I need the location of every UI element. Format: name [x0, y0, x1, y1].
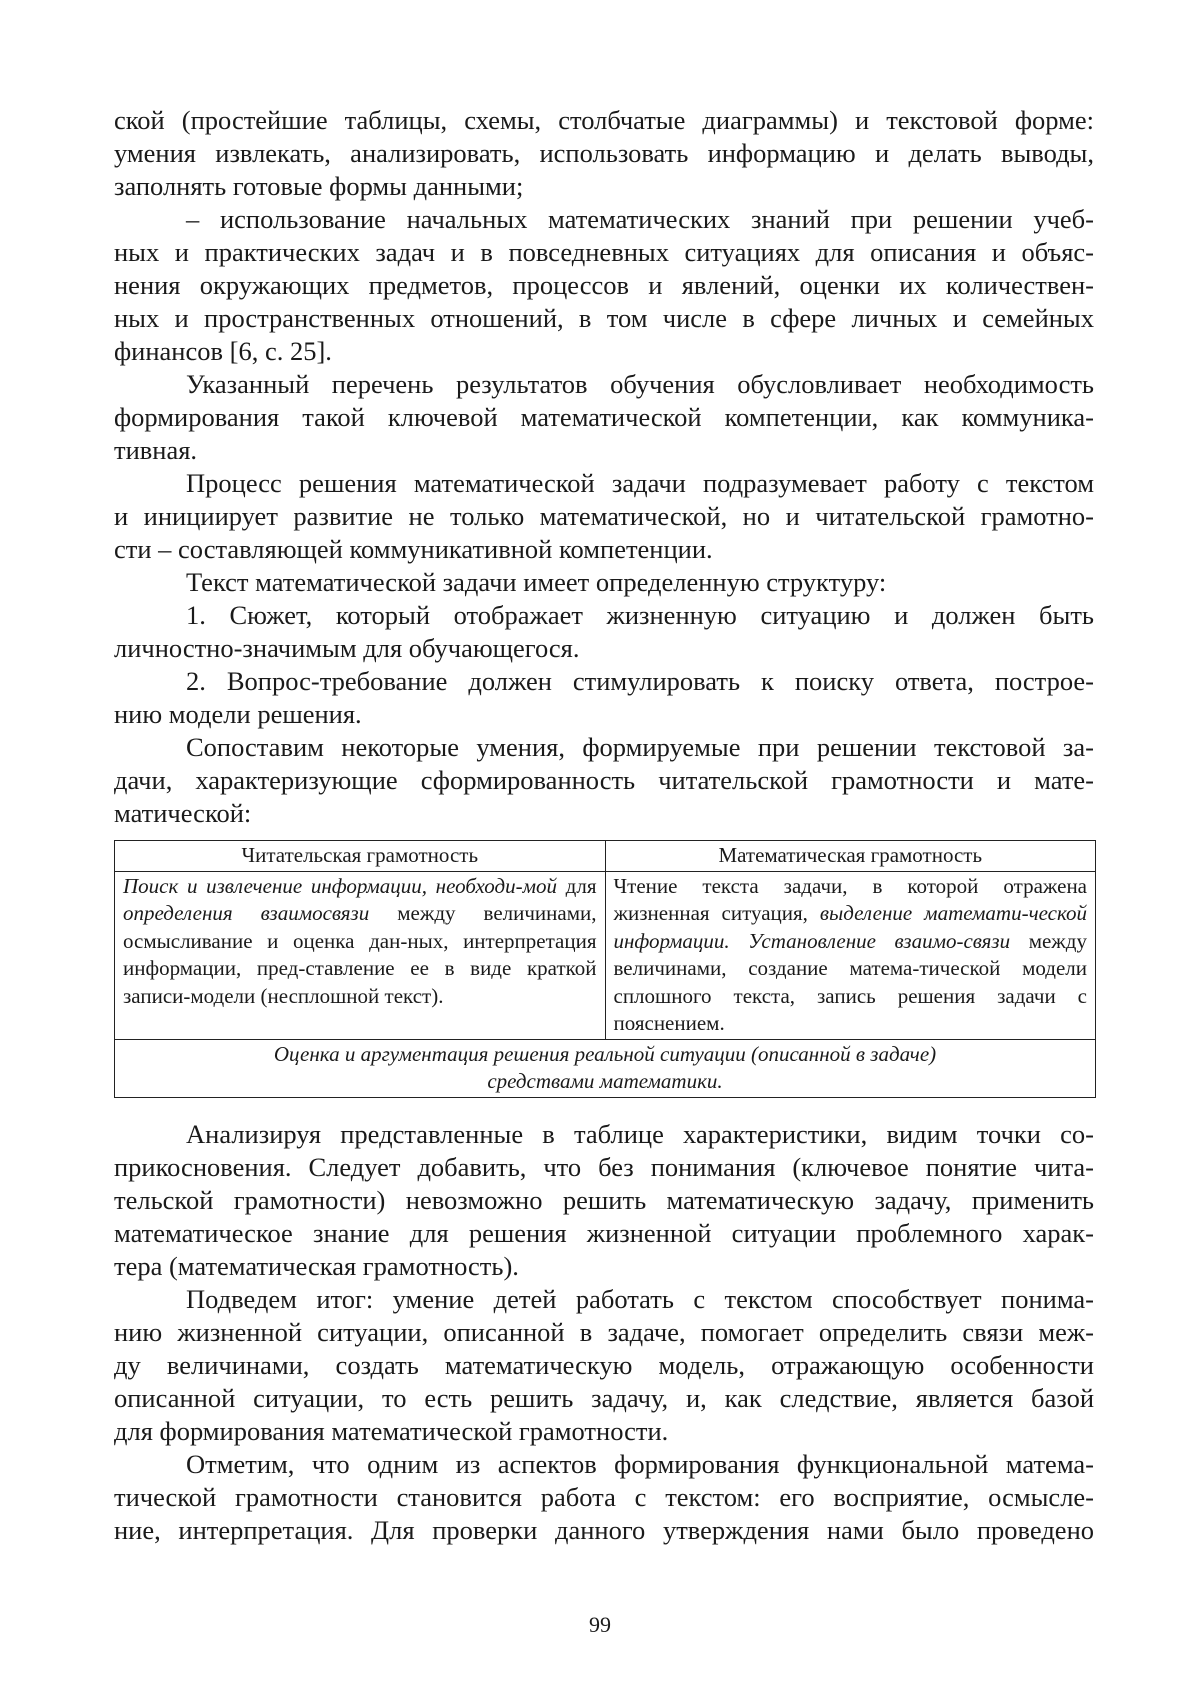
comparison-table [114, 840, 1096, 1098]
text-line: Текст математической задачи имеет определенную структуру: [186, 567, 887, 597]
text-line: формирования такой ключевой математической компетенции, как коммуника- [114, 402, 1094, 432]
text-line: финансов [6, с. 25]. [114, 336, 332, 366]
text-line: матической: [114, 798, 252, 828]
text-line: дачи, характеризующие сформированность читательской грамотности и мате- [114, 765, 1094, 795]
text-line: и инициирует развитие не только математической, но и читательской грамотно- [114, 501, 1094, 531]
table-header-math-literacy: Математическая грамотность [605, 841, 1096, 872]
text-line: ду величинами, создать математическую модель, отражающую особенности [114, 1349, 1094, 1380]
text-line: Отметим, что одним из аспектов формирования функциональной матема- [186, 1448, 1094, 1479]
paragraph-8 [114, 731, 1094, 830]
list-item-2 [114, 665, 1094, 731]
text-line: личностно-значимым для обучающегося. [114, 633, 580, 663]
text-line: умения извлекать, анализировать, использовать информацию и делать выводы, [114, 138, 1094, 168]
text-line: Процесс решения математической задачи подразумевает работу с текстом [186, 468, 1094, 498]
text-line: – использование начальных математических знаний при решении учеб- [186, 204, 1094, 234]
text-line: описанной ситуации, то есть решить задачу, и, как следствие, является базой [114, 1382, 1094, 1413]
summary-line: Оценка и аргументация решения реальной ситуации (описанной в задаче) [273, 1041, 937, 1066]
text-line: Сопоставим некоторые умения, формируемые при решении текстовой за- [186, 732, 1094, 762]
table-cell-shared-summary [115, 1039, 1096, 1097]
text-line: ных и практических задач и в повседневных ситуациях для описания и объяс- [114, 237, 1094, 267]
cell-text-italic: определения взаимосвязи [123, 901, 370, 925]
text-line: математическое знание для решения жизненной ситуации проблемного харак- [114, 1217, 1094, 1248]
cell-text: для [557, 873, 597, 898]
text-line: ных и пространственных отношений, в том числе в сфере личных и семейных [114, 303, 1094, 333]
cell-text: между величинами, осмысливание и оценка дан-ных, интерпретация информации, пред-ставление ее в виде краткой записи-модели (несплошной текст). [123, 901, 597, 1008]
text-line: ние, интерпретация. Для проверки данного утверждения нами было проведено [114, 1514, 1094, 1545]
table-cell-reading-literacy [115, 871, 606, 1039]
table-header-row [115, 841, 1096, 872]
table-row [115, 1039, 1096, 1097]
paragraph-2 [114, 203, 1094, 368]
text-line: тивная. [114, 435, 198, 465]
text-line: тера (математическая грамотность). [114, 1250, 519, 1281]
cell-text: Чтение текста задачи, в которой отражена жизненная ситуация, [613, 873, 1087, 925]
summary-line: средствами математики. [487, 1069, 723, 1093]
paragraph-3 [114, 368, 1094, 467]
document-page [114, 104, 1094, 1547]
text-line: Подведем итог: умение детей работать с текстом способствует понима- [186, 1283, 1094, 1314]
text-line: ской (простейшие таблицы, схемы, столбчатые диаграммы) и текстовой форме: [114, 105, 1094, 135]
cell-text-italic: выделение математи-ческой информации. Установление взаимо-связи [613, 901, 1087, 953]
list-item-1 [114, 599, 1094, 665]
text-line: тической грамотности становится работа с текстом: его восприятие, осмысле- [114, 1481, 1094, 1512]
table-row [115, 871, 1096, 1039]
text-line: тельской грамотности) невозможно решить математическую задачу, применить [114, 1184, 1094, 1215]
table-header-reading-literacy: Читательская грамотность [115, 841, 606, 872]
paragraph-1 [114, 104, 1094, 203]
text-line: 1. Сюжет, который отображает жизненную ситуацию и должен быть [186, 600, 1094, 630]
paragraph-4 [114, 467, 1094, 566]
cell-text: между величинами, создание матема-тической модели сплошного текста, запись решения задачи с пояснением. [613, 928, 1087, 1035]
text-line: нию модели решения. [114, 699, 362, 729]
cell-text-italic: Поиск и извлечение информации, необходи-мой [123, 873, 558, 898]
text-line: заполнять готовые формы данными; [114, 171, 524, 201]
table-cell-math-literacy [605, 871, 1096, 1039]
text-line: для формирования математической грамотности. [114, 1415, 669, 1446]
page-number: 99 [589, 1612, 611, 1637]
paragraph-10 [114, 1283, 1094, 1448]
text-line: сти – составляющей коммуникативной компетенции. [114, 534, 713, 564]
paragraph-11 [114, 1448, 1094, 1547]
paragraph-5 [114, 566, 1094, 599]
text-line: прикосновения. Следует добавить, что без понимания (ключевое понятие чита- [114, 1151, 1094, 1182]
paragraph-9 [114, 1118, 1094, 1283]
text-line: Указанный перечень результатов обучения обусловливает необходимость [186, 369, 1094, 399]
text-line: нию жизненной ситуации, описанной в задаче, помогает определить связи меж- [114, 1316, 1094, 1347]
text-line: Анализируя представленные в таблице характеристики, видим точки со- [186, 1118, 1094, 1149]
text-line: 2. Вопрос-требование должен стимулировать к поиску ответа, построе- [186, 666, 1094, 696]
text-line: нения окружающих предметов, процессов и явлений, оценки их количествен- [114, 270, 1094, 300]
